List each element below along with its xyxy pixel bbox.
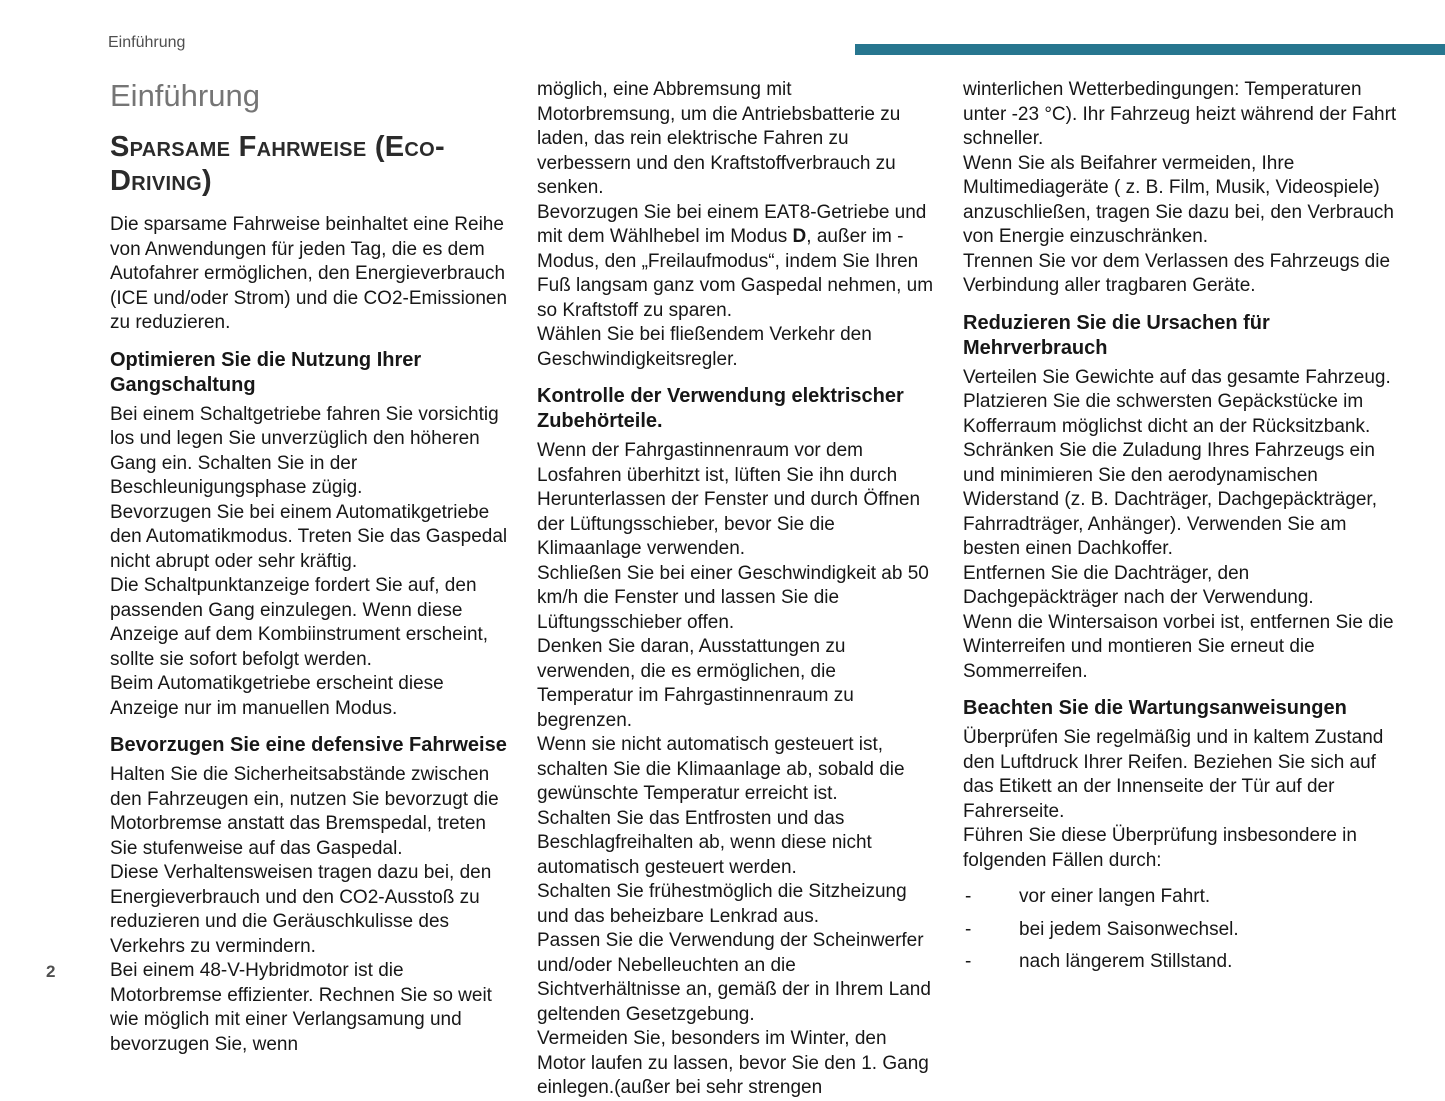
text: Überprüfen Sie regelmäßig und in kaltem Zustand den Luftdruck Ihrer Reifen. Beziehen Sie sich auf das Etikett an der Innenseite der Tür auf der Fahrerseite. bbox=[963, 727, 1384, 822]
paragraph bbox=[963, 250, 1408, 299]
list-item bbox=[963, 950, 1408, 975]
text: Vermeiden Sie, besonders im Winter, den Motor laufen zu lassen, bevor Sie den 1. Gang einlegen.(außer bei sehr strengen bbox=[537, 1028, 929, 1098]
list-dash: - bbox=[965, 886, 972, 907]
list-dash: - bbox=[965, 918, 972, 940]
section-heading: Bevorzugen Sie eine defensive Fahrweise bbox=[110, 734, 507, 757]
paragraph bbox=[537, 1027, 935, 1101]
paragraph bbox=[963, 726, 1408, 824]
text: Verteilen Sie Gewichte auf das gesamte Fahrzeug. Platzieren Sie die schwersten Gepäckstücke im Kofferraum möglichst dicht an der Rücksitzbank. bbox=[963, 366, 1391, 437]
section-heading: Reduzieren Sie die Ursachen für Mehrverbrauch bbox=[963, 311, 1270, 359]
text: möglich, eine Abbremsung mit Motorbremsung, um die Antriebsbatterie zu laden, das rein elektrische Fahren zu verbessern und den Kraftstoffverbrauch zu senken. bbox=[537, 79, 901, 198]
paragraph bbox=[963, 78, 1408, 152]
column-3-blocks bbox=[963, 78, 1408, 975]
list-dash: - bbox=[965, 951, 972, 972]
text: Führen Sie diese Überprüfung insbesondere in folgenden Fällen durch: bbox=[963, 825, 1357, 871]
text: Schließen Sie bei einer Geschwindigkeit ab 50 km/h die Fenster und lassen Sie die Lüftungsschieber offen. bbox=[537, 562, 929, 633]
column-1 bbox=[110, 78, 537, 1101]
paragraph bbox=[537, 439, 935, 562]
paragraph bbox=[110, 672, 510, 721]
column-2 bbox=[537, 78, 963, 1101]
text: Bevorzugen Sie bei einem EAT8-Getriebe und mit dem Wählhebel im Modus bbox=[537, 201, 927, 247]
paragraph bbox=[963, 439, 1408, 562]
paragraph bbox=[537, 880, 935, 929]
text: Schalten Sie das Entfrosten und das Beschlagfreihalten ab, wenn diese nicht automatisch gesteuert werden. bbox=[537, 807, 872, 878]
paragraph bbox=[537, 201, 935, 324]
text: winterlichen Wetterbedingungen: Temperaturen unter -23 °C). Ihr Fahrzeug heizt während der Fahrt schneller. bbox=[963, 79, 1397, 149]
text: Denken Sie daran, Ausstattungen zu verwenden, die es ermöglichen, die Temperatur im Fahrgastinnenraum zu begrenzen. bbox=[537, 636, 854, 731]
text: Wenn die Wintersaison vorbei ist, entfernen Sie die Winterreifen und montieren Sie erneut die Sommerreifen. bbox=[963, 611, 1394, 682]
section-heading: Optimieren Sie die Nutzung Ihrer Gangschaltung bbox=[110, 348, 422, 396]
paragraph bbox=[110, 501, 510, 575]
paragraph bbox=[110, 763, 510, 861]
bold-text: D bbox=[792, 226, 807, 247]
paragraph bbox=[537, 562, 935, 636]
dash-list bbox=[963, 885, 1408, 975]
list-item-text: vor einer langen Fahrt. bbox=[1019, 886, 1211, 907]
list-item bbox=[963, 918, 1408, 943]
text: Bevorzugen Sie bei einem Automatikgetriebe den Automatikmodus. Treten Sie das Gaspedal nicht abrupt oder sehr kräftig. bbox=[110, 501, 508, 572]
paragraph bbox=[963, 824, 1408, 873]
list-item bbox=[963, 885, 1408, 910]
text: Halten Sie die Sicherheitsabstände zwischen den Fahrzeugen ein, nutzen Sie bevorzugt die Motorbremse anstatt das Bremspedal, treten Sie stufenweise auf das Gaspedal. bbox=[110, 764, 499, 859]
paragraph bbox=[537, 733, 935, 807]
text: Schränken Sie die Zuladung Ihres Fahrzeugs ein und minimieren Sie den aerodynamischen Widerstand (z. B. Dachträger, Dachgepäckträger, Fahrradträger, Anhänger). Verwenden Sie am besten einen Dachkoffer. bbox=[963, 440, 1377, 559]
accent-bar bbox=[855, 44, 1445, 55]
paragraph bbox=[537, 635, 935, 733]
text: Wählen Sie bei fließendem Verkehr den Geschwindigkeitsregler. bbox=[537, 324, 872, 370]
text: Passen Sie die Verwendung der Scheinwerfer und/oder Nebelleuchten an die Sichtverhältnisse an, gemäß der in Ihrem Land geltenden Gesetzgebung. bbox=[537, 930, 931, 1025]
text: Schalten Sie frühestmöglich die Sitzheizung und das beheizbare Lenkrad aus. bbox=[537, 881, 907, 927]
list-item-text: bei jedem Saisonwechsel. bbox=[1019, 918, 1239, 940]
page-title: Einführung bbox=[110, 78, 260, 113]
section-heading: Beachten Sie die Wartungsanweisungen bbox=[963, 697, 1347, 719]
running-header: Einführung bbox=[108, 34, 186, 51]
paragraph bbox=[963, 366, 1408, 440]
paragraph bbox=[537, 78, 935, 201]
column-3 bbox=[963, 78, 1423, 1101]
text: Wenn sie nicht automatisch gesteuert ist, schalten Sie die Klimaanlage ab, sobald die gewünschte Temperatur erreicht ist. bbox=[537, 734, 905, 804]
text: Wenn Sie als Beifahrer vermeiden, Ihre Multimediageräte ( z. B. Film, Musik, Videospiele) anzuschließen, tragen Sie dazu bei, den Verbrauch von Energie einzuschränken. bbox=[963, 152, 1394, 247]
text: Diese Verhaltensweisen tragen dazu bei, den Energieverbrauch und den CO2-Ausstoß zu reduzieren und die Geräuschkulisse des Verkehrs zu vermindern. bbox=[110, 862, 492, 957]
text: Bei einem 48-V-Hybridmotor ist die Motorbremse effizienter. Rechnen Sie so weit wie möglich mit einer Verlangsamung und bevorzugen Sie, wenn bbox=[110, 960, 492, 1055]
page-content bbox=[110, 78, 1423, 1101]
paragraph bbox=[110, 959, 510, 1057]
paragraph bbox=[110, 403, 510, 501]
text: Beim Automatikgetriebe erscheint diese Anzeige nur im manuellen Modus. bbox=[110, 673, 444, 719]
text: , außer im - Modus, den „Freilaufmodus“, indem Sie Ihren Fuß langsam ganz vom Gaspedal nehmen, um so Kraftstoff zu sparen. bbox=[537, 226, 934, 321]
paragraph bbox=[963, 611, 1408, 685]
text: Wenn der Fahrgastinnenraum vor dem Losfahren überhitzt ist, lüften Sie ihn durch Herunterlassen der Fenster und durch Öffnen der Lüftungsschieber, bevor Sie die Klimaanlage verwenden. bbox=[537, 440, 921, 559]
paragraph bbox=[537, 807, 935, 881]
column-2-blocks bbox=[537, 78, 935, 1101]
text: Die Schaltpunktanzeige fordert Sie auf, den passenden Gang einzulegen. Wenn diese Anzeige auf dem Kombiinstrument erscheint, sollte sie sofort befolgt werden. bbox=[110, 575, 489, 670]
paragraph bbox=[963, 152, 1408, 250]
main-heading: Sparsame Fahrweise (Eco-Driving) bbox=[110, 130, 445, 198]
paragraph bbox=[963, 562, 1408, 611]
paragraph bbox=[110, 861, 510, 959]
section-heading: Kontrolle der Verwendung elektrischer Zubehörteile. bbox=[537, 385, 904, 432]
text: Entfernen Sie die Dachträger, den Dachgepäckträger nach der Verwendung. bbox=[963, 562, 1314, 608]
column-1-blocks bbox=[110, 213, 510, 1057]
paragraph bbox=[537, 929, 935, 1027]
text: Bei einem Schaltgetriebe fahren Sie vorsichtig los und legen Sie unverzüglich den höheren Gang ein. Schalten Sie in der Beschleunigungsphase zügig. bbox=[110, 403, 499, 499]
page-number: 2 bbox=[46, 962, 56, 981]
paragraph bbox=[537, 323, 935, 372]
paragraph bbox=[110, 574, 510, 672]
text: Trennen Sie vor dem Verlassen des Fahrzeugs die Verbindung aller tragbaren Geräte. bbox=[963, 250, 1391, 296]
list-item-text: nach längerem Stillstand. bbox=[1019, 951, 1233, 972]
paragraph bbox=[110, 213, 510, 336]
text: Die sparsame Fahrweise beinhaltet eine Reihe von Anwendungen für jeden Tag, die es dem Autofahrer ermöglichen, den Energieverbrauch (ICE und/oder Strom) und die CO2-Emissionen zu reduzieren. bbox=[110, 214, 508, 334]
